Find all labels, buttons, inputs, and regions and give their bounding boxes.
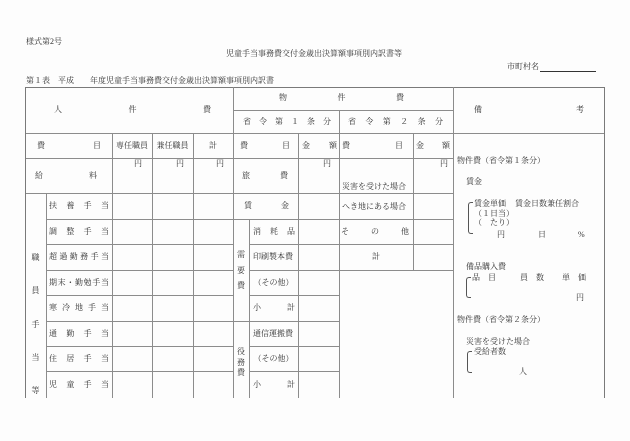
- remarks-disaster-title: 災害を受けた場合: [466, 337, 530, 346]
- supplies-row: 消 耗 品: [253, 227, 295, 236]
- remarks-equipment-col: 員 数: [520, 273, 544, 282]
- article2-row-disaster: 災害を受けた場合: [342, 182, 406, 191]
- remarks-wage-col: 賃金単価: [474, 199, 506, 208]
- allowance-row: 通 勤 手 当: [49, 329, 109, 338]
- allowances-group-label: 職 員 手 当 等: [31, 253, 40, 395]
- col-amount-article2: 金 額: [416, 141, 450, 150]
- municipality-label: 市町村名: [507, 62, 539, 71]
- services-group-label: 役 務 費: [237, 347, 245, 377]
- salary-label: 給 料: [35, 171, 97, 180]
- remarks-equipment-col: 品 目: [472, 273, 496, 282]
- form-number: 様式第2号: [26, 37, 62, 46]
- allowance-row: 児 童 手 当: [49, 380, 109, 389]
- col-part-time: 兼任職員: [156, 141, 189, 150]
- allowance-row: 住 居 手 当: [49, 354, 109, 363]
- article2-row-total: 計: [372, 252, 380, 261]
- remarks-wage-sub: （ たり）: [474, 218, 514, 227]
- allowance-row: 超 過 勤 務 手 当: [49, 252, 109, 261]
- col-item-article2: 費 目: [342, 141, 403, 150]
- article2-row-other: そ の 他: [341, 227, 409, 236]
- municipality-blank: [540, 71, 596, 72]
- bracket-icon: [468, 202, 473, 234]
- remarks-header: 備 考: [474, 105, 584, 114]
- article1-header: 省 令 第 １ 条 分: [243, 117, 331, 126]
- col-total: 計: [209, 141, 217, 150]
- remarks-wage-unit: %: [578, 230, 585, 239]
- supplies-group-label: 需 要 費: [237, 250, 245, 290]
- remarks-wage-unit: 日: [538, 230, 546, 239]
- col-item-article1: 費 目: [240, 141, 290, 150]
- supplies-row: 印刷製本費: [253, 252, 293, 261]
- remarks-equipment-title: 備品購入費: [466, 262, 506, 271]
- bracket-icon: [467, 351, 472, 373]
- yen-unit-total: 円: [216, 159, 224, 168]
- allowance-row: 扶 養 手 当: [49, 201, 109, 210]
- remarks-wage-unit: 円: [497, 230, 505, 239]
- remarks-wage-col: 賃金日数: [515, 199, 547, 208]
- remarks-equipment-unit: 円: [576, 293, 584, 302]
- bracket-icon: [466, 277, 471, 298]
- table-caption: 第１表 平成 年度児童手当事務費交付金歳出決算額事項別内訳書: [26, 76, 274, 85]
- supplies-subtotal: 小 計: [253, 303, 295, 312]
- yen-unit-article1: 円: [323, 159, 331, 168]
- services-row: （その他）: [253, 354, 294, 363]
- remarks-equipment-col: 単 価: [562, 273, 586, 282]
- document-title: 児童手当事務費交付金歳出決算額事項別内訳書等: [226, 49, 402, 58]
- col-item-personnel: 費 目: [37, 141, 101, 150]
- article2-row-remote: へき地にある場合: [342, 202, 406, 211]
- remarks-wage-sub: （１日当）: [474, 209, 514, 218]
- remarks-recipients-unit: 人: [519, 367, 527, 376]
- col-full-time: 専任職員: [116, 141, 148, 150]
- allowance-row: 期 末 ・ 勤 勉 手 当: [49, 278, 109, 287]
- remarks-article1-title: 物件費（省令第１条分）: [457, 156, 545, 165]
- remarks-wage-col: 兼任割合: [547, 199, 579, 208]
- travel-label: 旅 費: [242, 171, 288, 180]
- article2-header: 省 令 第 ２ 条 分: [348, 117, 443, 126]
- yen-unit-full-time: 円: [134, 159, 142, 168]
- allowance-row: 調 整 手 当: [49, 227, 109, 236]
- personnel-header: 人 件 費: [54, 105, 211, 114]
- remarks-wages-title: 賃金: [466, 177, 482, 186]
- remarks-recipients-label: 受給者数: [474, 347, 506, 356]
- allowance-row: 寒 冷 地 手 当: [49, 303, 109, 312]
- yen-unit-part-time: 円: [176, 159, 184, 168]
- wages-label: 賃 金: [244, 201, 289, 210]
- yen-unit-article2: 円: [440, 159, 448, 168]
- property-header: 物 件 費: [279, 93, 404, 102]
- services-row: 通信運搬費: [253, 329, 293, 338]
- services-subtotal: 小 計: [253, 380, 295, 389]
- col-amount-article1: 金 額: [302, 141, 337, 150]
- supplies-row: （その他）: [253, 278, 294, 287]
- remarks-article2-title: 物件費（省令第２条分）: [457, 315, 545, 324]
